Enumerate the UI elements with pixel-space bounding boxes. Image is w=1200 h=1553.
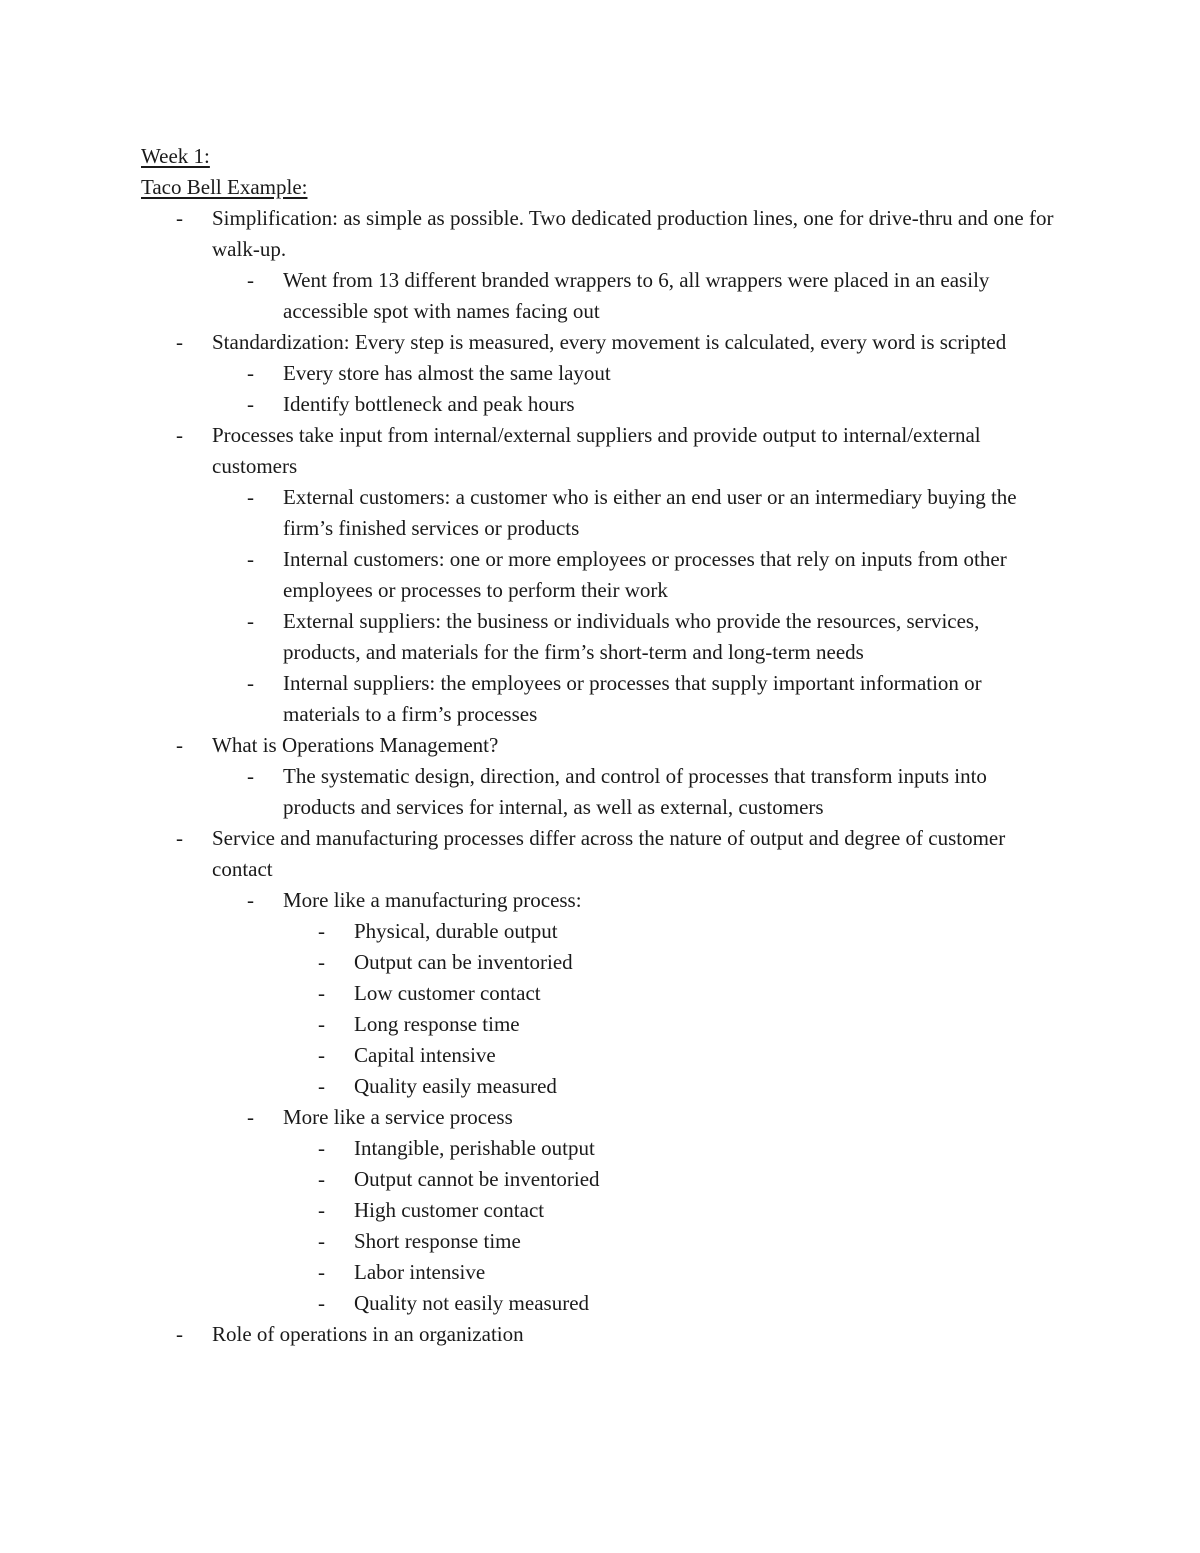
list-item-text: Output cannot be inventoried — [354, 1167, 600, 1191]
sub-list — [212, 265, 1061, 327]
heading-week: Week 1: — [141, 144, 210, 168]
dash-bullet: - — [247, 361, 254, 385]
list-item — [212, 606, 1061, 668]
list-item — [283, 1195, 1061, 1226]
list-item-text: Standardization: Every step is measured, every movement is calculated, every word is scripted — [212, 330, 1007, 354]
dash-bullet: - — [176, 330, 183, 354]
dash-bullet: - — [247, 268, 254, 292]
list-item-text: Intangible, perishable output — [354, 1136, 595, 1160]
list-item-text: Went from 13 different branded wrappers to 6, all wrappers were placed in an easily accessible spot with names facing out — [283, 268, 990, 323]
dash-bullet: - — [318, 1260, 325, 1284]
dash-bullet: - — [318, 1043, 325, 1067]
list-item-text: Low customer contact — [354, 981, 541, 1005]
dash-bullet: - — [318, 950, 325, 974]
list-item — [283, 1040, 1061, 1071]
list-item — [283, 1226, 1061, 1257]
list-item-text: Physical, durable output — [354, 919, 558, 943]
dash-bullet: - — [247, 671, 254, 695]
list-item — [283, 1257, 1061, 1288]
dash-bullet: - — [318, 981, 325, 1005]
list-item — [141, 1319, 1061, 1350]
dash-bullet: - — [247, 888, 254, 912]
list-item — [283, 978, 1061, 1009]
list-item — [283, 1071, 1061, 1102]
list-item-text: Every store has almost the same layout — [283, 361, 611, 385]
list-item-text: Simplification: as simple as possible. Two dedicated production lines, one for drive-thru and one for walk-up. — [212, 206, 1054, 261]
list-item-text: Service and manufacturing processes differ across the nature of output and degree of customer contact — [212, 826, 1006, 881]
list-item — [212, 761, 1061, 823]
dash-bullet: - — [247, 392, 254, 416]
list-item — [283, 1133, 1061, 1164]
list-item-text: Quality easily measured — [354, 1074, 557, 1098]
dash-bullet: - — [318, 919, 325, 943]
sub-list — [212, 885, 1061, 1319]
list-item-text: External suppliers: the business or individuals who provide the resources, services, products, and materials for the firm’s short-term and long-term needs — [283, 609, 980, 664]
list-item — [212, 668, 1061, 730]
list-item — [212, 389, 1061, 420]
dash-bullet: - — [318, 1012, 325, 1036]
list-item-text: Processes take input from internal/external suppliers and provide output to internal/external customers — [212, 423, 981, 478]
dash-bullet: - — [247, 764, 254, 788]
dash-bullet: - — [176, 1322, 183, 1346]
list-item — [141, 420, 1061, 730]
list-item — [283, 1009, 1061, 1040]
list-item — [212, 265, 1061, 327]
dash-bullet: - — [247, 485, 254, 509]
list-item-text: The systematic design, direction, and control of processes that transform inputs into products and services for internal, as well as external, customers — [283, 764, 987, 819]
dash-bullet: - — [318, 1229, 325, 1253]
sub-sub-list — [283, 916, 1061, 1102]
list-item-text: More like a service process — [283, 1105, 513, 1129]
list-item — [212, 358, 1061, 389]
list-item — [212, 482, 1061, 544]
list-item — [141, 823, 1061, 1319]
list-item-text: Labor intensive — [354, 1260, 486, 1284]
list-item-text: Internal customers: one or more employees or processes that rely on inputs from other employees or processes to perform their work — [283, 547, 1007, 602]
list-item — [283, 1164, 1061, 1195]
sub-list — [212, 358, 1061, 420]
list-item — [141, 730, 1061, 823]
dash-bullet: - — [176, 733, 183, 757]
list-item-text: Short response time — [354, 1229, 521, 1253]
dash-bullet: - — [318, 1074, 325, 1098]
list-item-text: More like a manufacturing process: — [283, 888, 582, 912]
list-item — [283, 947, 1061, 978]
list-item — [283, 1288, 1061, 1319]
list-item-text: Role of operations in an organization — [212, 1322, 524, 1346]
heading-example: Taco Bell Example: — [141, 175, 308, 199]
dash-bullet: - — [176, 826, 183, 850]
list-item-text: Output can be inventoried — [354, 950, 573, 974]
dash-bullet: - — [247, 609, 254, 633]
dash-bullet: - — [318, 1136, 325, 1160]
list-item-text: What is Operations Management? — [212, 733, 499, 757]
dash-bullet: - — [176, 206, 183, 230]
dash-bullet: - — [318, 1167, 325, 1191]
list-item-text: Identify bottleneck and peak hours — [283, 392, 575, 416]
bullet-list — [141, 203, 1061, 1350]
sub-sub-list — [283, 1133, 1061, 1319]
sub-list — [212, 761, 1061, 823]
dash-bullet: - — [318, 1291, 325, 1315]
notes-content — [141, 141, 1061, 1350]
list-item — [212, 885, 1061, 1102]
list-item — [283, 916, 1061, 947]
list-item — [212, 544, 1061, 606]
dash-bullet: - — [176, 423, 183, 447]
list-item-text: External customers: a customer who is either an end user or an intermediary buying the firm’s finished services or products — [283, 485, 1017, 540]
list-item-text: High customer contact — [354, 1198, 545, 1222]
dash-bullet: - — [318, 1198, 325, 1222]
list-item — [141, 327, 1061, 420]
list-item-text: Internal suppliers: the employees or processes that supply important information or materials to a firm’s processes — [283, 671, 982, 726]
sub-list — [212, 482, 1061, 730]
list-item — [212, 1102, 1061, 1319]
dash-bullet: - — [247, 1105, 254, 1129]
list-item-text: Capital intensive — [354, 1043, 496, 1067]
list-item-text: Quality not easily measured — [354, 1291, 590, 1315]
list-item — [141, 203, 1061, 327]
dash-bullet: - — [247, 547, 254, 571]
list-item-text: Long response time — [354, 1012, 520, 1036]
